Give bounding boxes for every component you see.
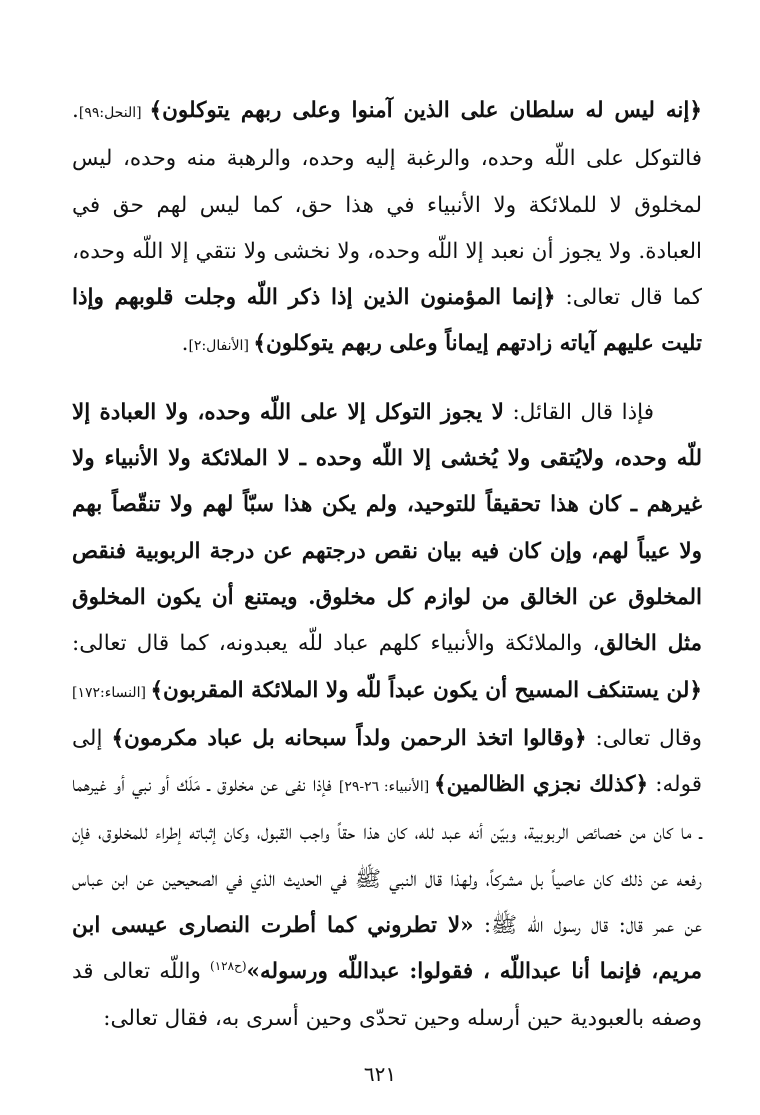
body-text: ، والملائكة والأنبياء كلهم عباد للّه يعبدونه، كما قال تعالى:	[72, 631, 600, 657]
bold-quote: ﴿كذلك نجزي الظالمين﴾	[433, 772, 649, 798]
body-text: فإذا نفى عن مخلوق ـ مَلَك أو نبي أو غيرهما ـ ما كان من خصائص الربوبية، وبيّن أنه عبد لله، كان هذا حقاً واجب القبول، وكان إثباته إطراء للمخلوق، فإن رفعه عن ذلك كان عاصياً بل مشركاً، ولهذا قال النبي ﷺ في الحديث الذي في الصحيحين عن ابن عباس عن عمر قال: قال رسول اللّه ﷺ:	[72, 772, 702, 939]
paragraph-1	[72, 88, 702, 370]
body-text: . فالتوكل على اللّه وحده، والرغبة إليه وحده، والرهبة منه وحده، ليس لمخلوق لا للملائكة ولا الأنبياء في هذا حق، كما ليس لهم حق في العبادة. ولا يجوز أن نعبد إلا اللّه وحده، ولا نخشى ولا نتقي إلا اللّه وحده، كما قال تعالى:	[72, 98, 702, 311]
body-text: .	[181, 331, 189, 357]
citation-ref: [الأنبياء: ٢٦-٢٩]	[338, 779, 434, 796]
body-text: إلى قوله:	[72, 725, 702, 798]
bold-quote: ﴿إنه ليس له سلطان على الذين آمنوا وعلى ربهم يتوكلون﴾	[149, 98, 702, 123]
bold-quote: ﴿وقالوا اتخذ الرحمن ولداً سبحانه بل عباد مكرمون﴾	[111, 725, 587, 751]
bold-quote: «لا تطروني كما أطرت النصارى عيسى ابن مريم، فإنما أنا عبداللّه ، فقولوا: عبداللّه ورسوله»	[72, 913, 702, 985]
citation-ref: [الأنفال:٢]	[188, 338, 254, 355]
footnote-marker: (ح١٢٨)	[210, 959, 247, 974]
bold-quote: ﴿لن يستنكف المسيح أن يكون عبداً للّه ولا الملائكة المقربون﴾	[150, 677, 702, 703]
paragraph-2	[72, 390, 702, 1042]
page-number: ٦٢١	[363, 1062, 397, 1086]
body-text: فإذا قال القائل:	[503, 399, 654, 425]
bold-quote: لا يجوز التوكل إلا على اللّه وحده، ولا العبادة إلا للّه وحده، ولايُتقى ولا يُخشى إلا اللّه وحده ـ لا الملائكة ولا الأنبياء ولا غيرهم ـ كان هذا تحقيقاً للتوحيد، ولم يكن هذا سبّاً لهم ولا تنقّصاً بهم ولا عيباً لهم، وإن كان فيه بيان نقص درجتهم عن درجة الربوبية فنقص المخلوق عن الخالق من لوازم كل مخلوق. ويمتنع أن يكون المخلوق مثل الخالق	[72, 399, 702, 657]
citation-ref: [النساء:١٧٢]	[72, 684, 151, 701]
citation-ref: [النحل:٩٩]	[78, 105, 150, 121]
page-body	[72, 88, 702, 1042]
bold-quote: ﴿إنما المؤمنون الذين إذا ذكر اللّه وجلت قلوبهم وإذا تليت عليهم آياته زادتهم إيماناً وعلى ربهم يتوكلون﴾	[72, 285, 702, 357]
body-text: وقال تعالى:	[586, 725, 702, 751]
body-text: واللّه تعالى قد وصفه بالعبودية حين أرسله وحين تحدّى وحين أسرى به، فقال تعالى:	[72, 959, 702, 1031]
